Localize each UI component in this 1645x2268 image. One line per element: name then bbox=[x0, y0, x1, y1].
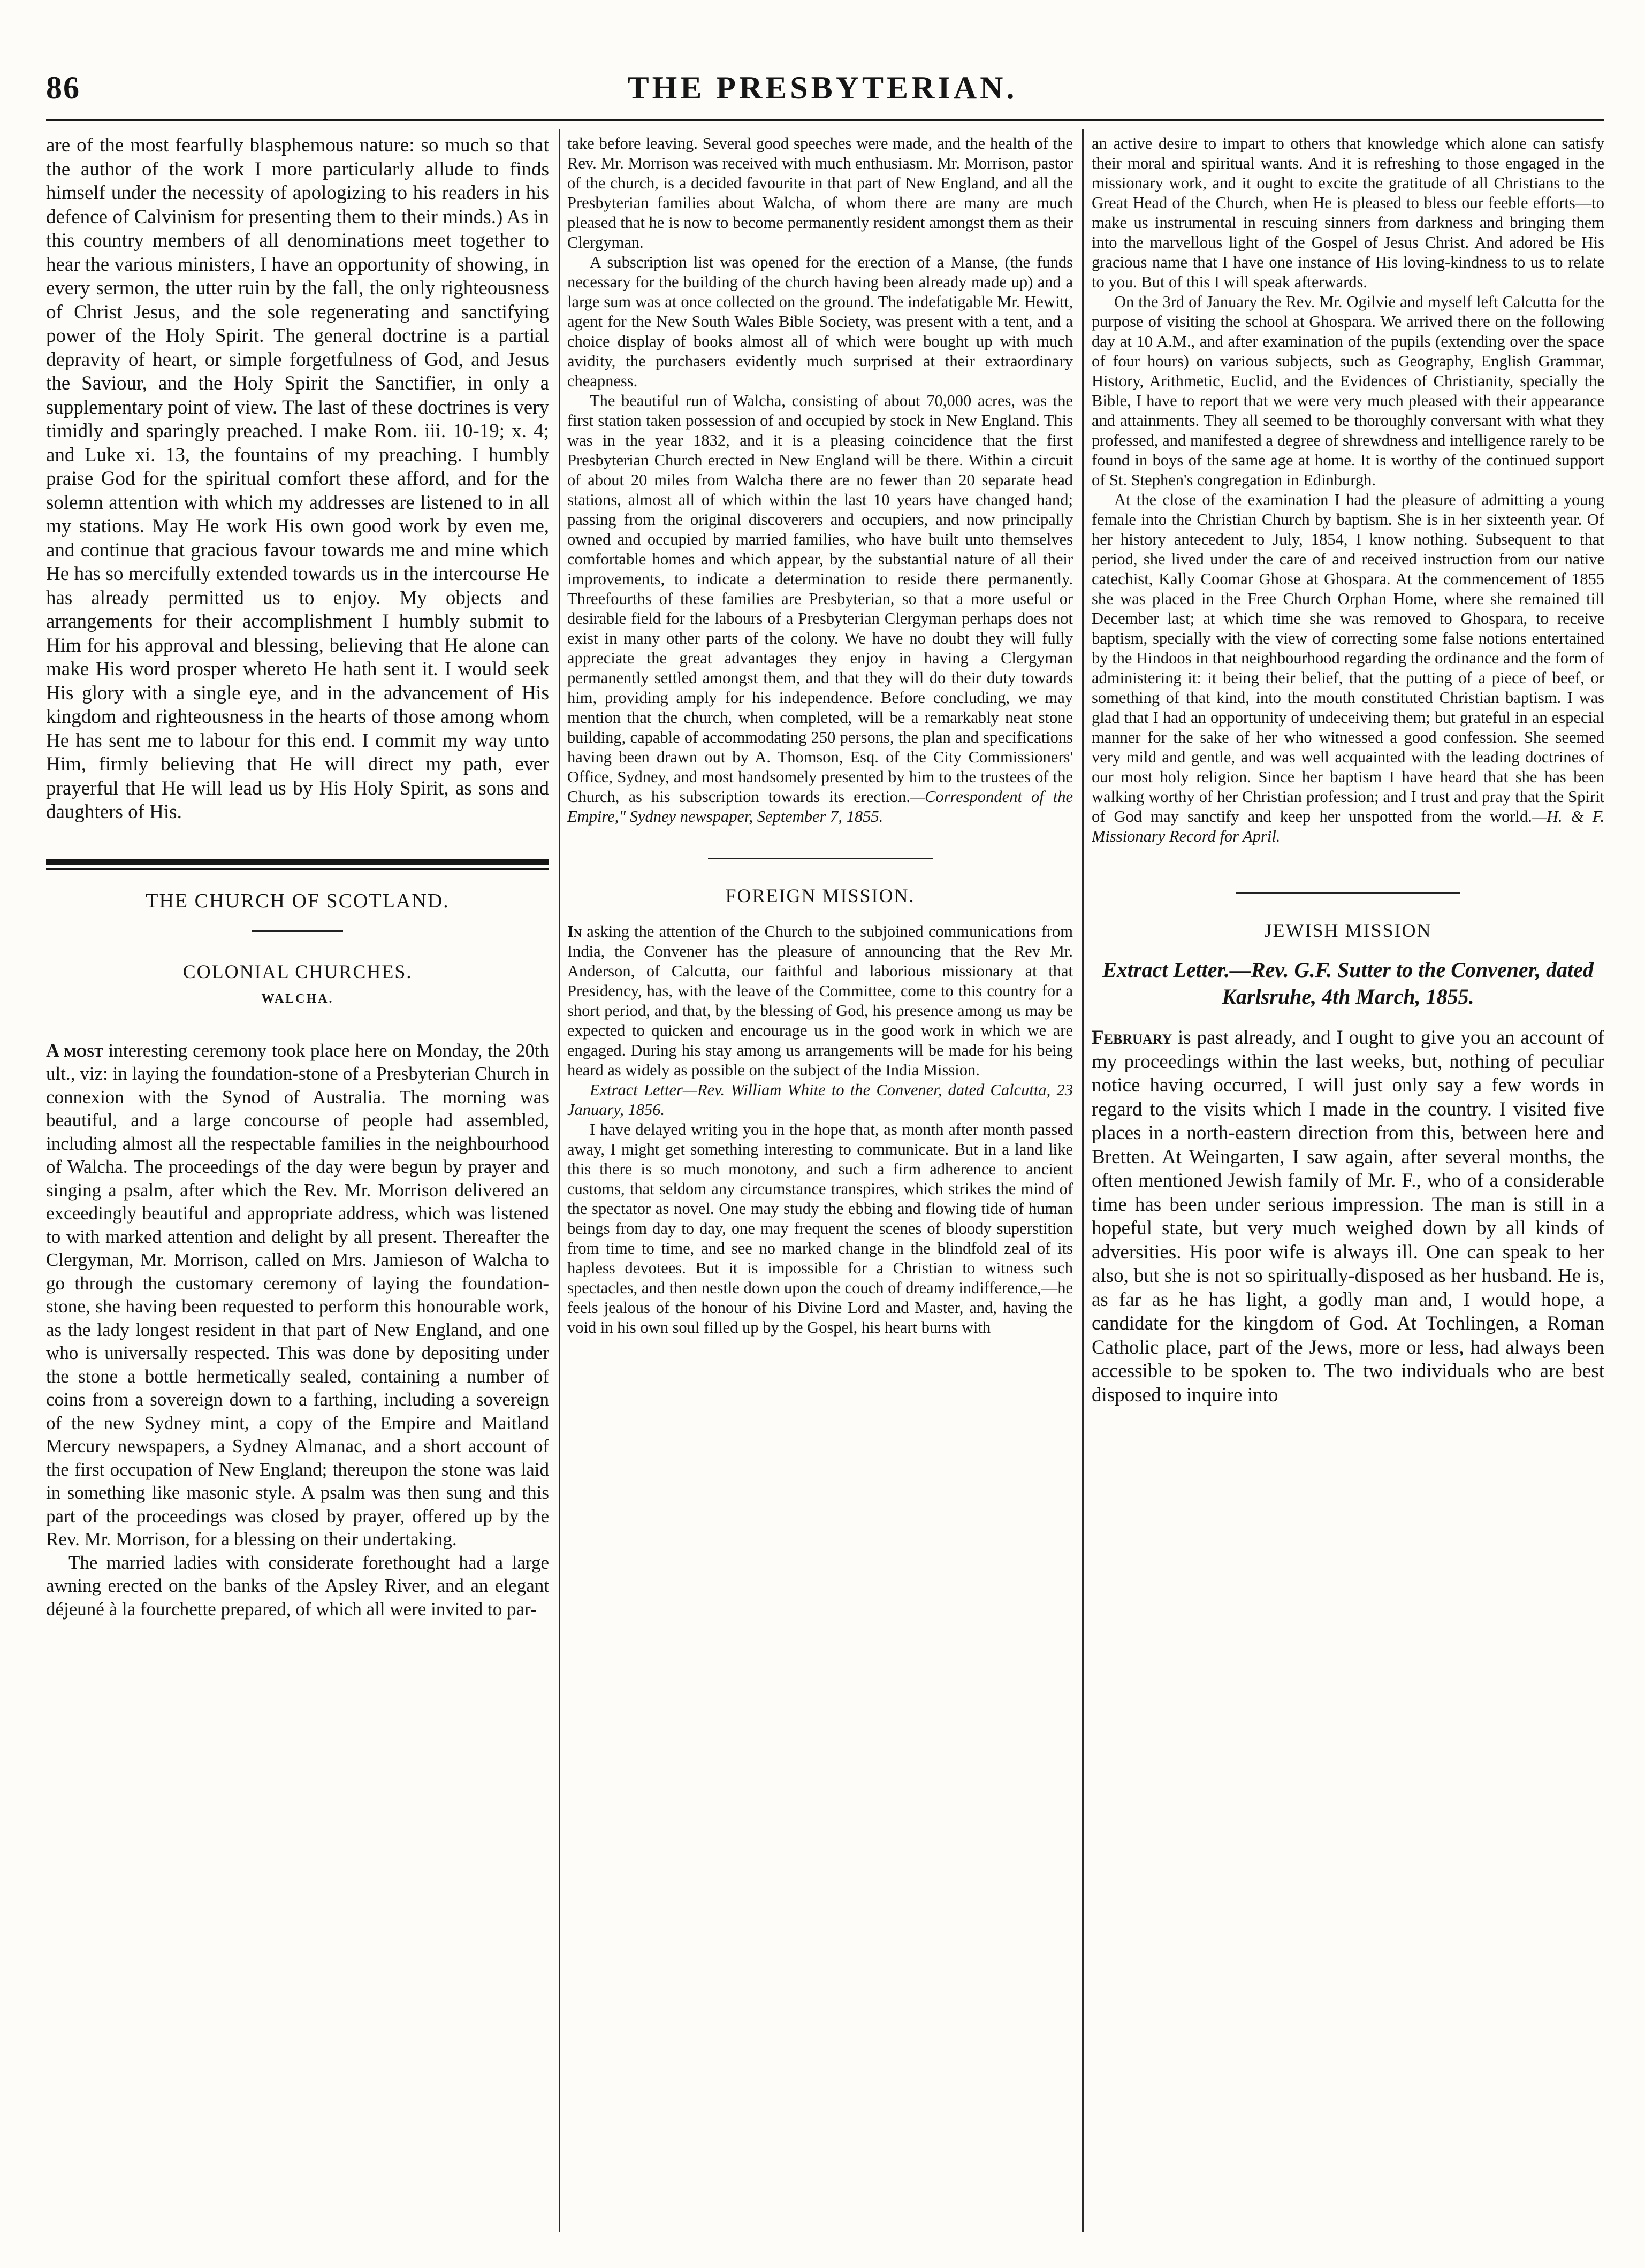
drop-word: February bbox=[1092, 1027, 1172, 1049]
section-heading: JEWISH MISSION bbox=[1264, 920, 1432, 941]
place-heading: WALCHA. bbox=[261, 991, 334, 1006]
article-paragraph: take before leaving. Several good speeches were made, and the health of the Rev. Mr. Morrison was received with much enthusiasm. Mr. Morrison, pastor of the church, is a decided favourite in that part of New England, and all the Presbyterian families about Walcha, of whom there are many are much pleased that he is now to become permanently resident amongst them as their Clergyman. bbox=[567, 134, 1073, 251]
section-divider bbox=[46, 859, 549, 865]
article-paragraph: In asking the attention of the Church to the subjoined communications from India, the Convener has the pleasure of announcing that the Rev Mr. Anderson, of Calcutta, our faithful and laborious missionary at that Presidency, has, with the leave of the Committee, come to this country for a short period, and that, by the blessing of God, his presence among us may be expected to quicken and encourage us in the good work in which we are engaged. During his stay among us arrangements will be made for his being heard as widely as possible on the subject of the India Mission. bbox=[567, 922, 1073, 1079]
column-divider bbox=[1082, 129, 1084, 2232]
subsection-heading: COLONIAL CHURCHES. bbox=[182, 960, 413, 982]
article-paragraph: February is past already, and I ought to give you an account of my proceedings within the last weeks, but, nothing of peculiar notice having occurred, I will just only say a few words in regard to the visits which I made in the country. I visited five places in a north-eastern direction from this, between here and Bretten. At Weingarten, I saw again, after several months, the often mentioned Jewish family of Mr. F., who of a considerable time has been under serious impression. The man is still in a hopeful state, but very much weighed down by all kinds of adversities. His poor wife is always ill. One can speak to her also, but she is not so spiritually-disposed as her husband. He is, as far as he has light, a godly man and, I would hope, a candidate for the kingdom of God. At Tochlingen, a Roman Catholic place, part of the Jews, more or less, had always been accessible to be spoken to. The two individuals who are best disposed to inquire into bbox=[1092, 1027, 1604, 1406]
article-paragraph: The beautiful run of Walcha, consisting of about 70,000 acres, was the first station taken possession of and occupied by stock in New England. This was in the year 1832, and it is a pleasing coincidence that the first Presbyterian Church erected in New England will be there. Within a circuit of about 20 miles from Walcha there are no fewer than 20 separate head stations, almost all of which within the last 10 years have changed hand; passing from the original discoverers and occupiers, and now principally owned and occupied by married families, who have built unto themselves comfortable homes and which appear, by the substantial nature of all their improvements, to indicate a determination to reside there permanently. Threefourths of these families are Presbyterian, so that a more useful or desirable field for the labours of a Presbyterian Clergyman perhaps does not exist in many other parts of the colony. We have no doubt they will fully appreciate the great advantages they enjoy in having a Clergyman permanently settled amongst them, and that they will do their duty towards him, providing amply for his independence. Before concluding, we may mention that the church, when completed, will be a remarkably neat stone building, capable of accommodating 250 persons, the plan and specifications having been drawn out by A. Thomson, Esq. of the City Commissioners' Office, Sydney, and most handsomely presented by him to the trustees of the Church, as his subscription towards its erection.—Correspondent of the Empire," Sydney newspaper, September 7, 1855. bbox=[567, 392, 1073, 826]
article-paragraph: On the 3rd of January the Rev. Mr. Ogilvie and myself left Calcutta for the purpose of visiting the school at Ghospara. We arrived there on the following day at 10 A.M., and after examination of the pupils (extending over the space of four hours) on various subjects, such as Geography, English Grammar, History, Arithmetic, Euclid, and the Evidences of Christianity, specially the Bible, I have to report that we were very much pleased with their appearance and attainments. They all seemed to be thoroughly conversant with what they professed, and manifested a degree of shrewdness and intelligence rarely to be found in boys of the same age at home. It is worthy of the continued support of St. Stephen's congregation in Edinburgh. bbox=[1092, 293, 1604, 489]
column-1 bbox=[46, 134, 549, 2234]
attribution: —Correspondent of the Empire," Sydney newspaper, September 7, 1855. bbox=[567, 788, 1073, 826]
drop-word: In bbox=[567, 922, 582, 941]
column-divider bbox=[559, 129, 560, 2232]
article-paragraph: I have delayed writing you in the hope that, as month after month passed away, I might get something interesting to communicate. But in a land like this there is so much monotony, and such a firm adherence to ancient customs, that seldom any circumstance transpires, which strikes the mind of the spectator as novel. One may study the ebbing and flowing tide of human beings from day to day, one may frequent the scenes of bloody superstition from time to time, and see no marked change in the blindfold zeal of its hapless devotees. But it is impossible for a Christian to witness such spectacles, and then nestle down upon the couch of dreamy indifference,—he feels jealous of the honour of his Divine Lord and Master, and, having the void in his own soul filled up by the Gospel, his heart burns with bbox=[567, 1120, 1073, 1337]
article-paragraph: A most interesting ceremony took place here on Monday, the 20th ult., viz: in laying the foundation-stone of a Presbyterian Church in connexion with the Synod of Australia. The morning was beautiful, and a large concourse of people had assembled, including almost all the respectable families in the neighbourhood of Walcha. The proceedings of the day were begun by prayer and singing a psalm, after which the Rev. Mr. Morrison delivered an exceedingly beautiful and appropriate address, which was listened to with marked attention and delight by all present. Thereafter the Clergyman, Mr. Morrison, called on Mrs. Jamieson of Walcha to go through the customary ceremony of laying the foundation-stone, she having been requested to perform this honourable work, as the lady longest resident in that part of New England, and one who is universally respected. This was done by depositing under the stone a bottle hermetically sealed, containing a number of coins from a sovereign down to a farthing, including a sovereign of the new Sydney mint, a copy of the Empire and Maitland Mercury newspapers, a Sydney Almanac, and a short account of the first occupation of New England; thereupon the stone was laid in something like masonic style. A psalm was then sung and this part of the proceedings was closed by prayer, offered up by the Rev. Mr. Morrison, for a blessing on their undertaking. bbox=[46, 1040, 549, 1549]
article-paragraph: At the close of the examination I had the pleasure of admitting a young female into the Christian Church by baptism. She is in her sixteenth year. Of her history antecedent to July, 1854, I know nothing. Subsequent to that period, she lived under the care of and received instruction from our native catechist, Kally Coomar Ghose at Ghospara. At the commencement of 1855 she was placed in the Free Church Orphan Home, where she remained till December last; at which time she was removed to Ghospara, to receive baptism, specially with the view of correcting some false notions entertained by the Hindoos in that neighbourhood regarding the ordinance and the form of administering it: it being their belief, that the putting of a piece of beef, or something of that kind, into the mouth constituted Christian baptism. I was glad that I had an opportunity of undeceiving them; but grateful in an especial manner for the sake of her who witnessed a good confession. She seemed very mild and gentle, and was well acquainted with the leading doctrines of our most holy religion. Since her baptism I have heard that she has been walking worthy of her Christian profession; and I trust and pray that the Spirit of God may sanctify and keep her unspotted from the world.—H. & F. Missionary Record for April. bbox=[1092, 491, 1604, 845]
running-title: THE PRESBYTERIAN. bbox=[627, 70, 1018, 105]
column-3 bbox=[1092, 134, 1604, 2234]
article-paragraph: are of the most fearfully blasphemous nature: so much so that the author of the work I more particularly allude to finds himself under the necessity of apologizing to his readers in his defence of Calvinism for presenting them to their minds.) As in this country members of all denominations meet together to hear the various ministers, I have an opportunity of showing, in every sermon, the utter ruin by the fall, the only righteousness of Christ Jesus, and the sole regenerating and sanctifying power of the Holy Spirit. The general doctrine is a partial depravity of heart, or simple forgetfulness of God, and Jesus the Saviour, and the Holy Spirit the Sanctifier, in only a supplementary point of view. The last of these doctrines is very timidly and sparingly preached. I make Rom. iii. 10-19; x. 4; and Luke xi. 13, the fountains of my preaching. I humbly praise God for the spiritual comfort these afford, and for the solemn attention with which my addresses are listened to in all my stations. May He work His own good work by even me, and continue that gracious favour towards me and mine which He has so mercifully extended towards us in the intercourse He has already permitted us to enjoy. My objects and arrangements for their accomplishment I humbly submit to Him for his approval and blessing, believing that He alone can make His word prosper whereto He hath sent it. I would seek His glory with a single eye, and in the advancement of His kingdom and righteousness in the hearts of those among whom He has sent me to labour for this end. I commit my way unto Him, firmly believing that He will direct my path, ever prayerful that He will lead us by His Holy Spirit, as sons and daughters of His. bbox=[46, 134, 549, 823]
article-paragraph: an active desire to impart to others that knowledge which alone can satisfy their moral and spiritual wants. And it is refreshing to those engaged in the missionary work, and it ought to excite the gratitude of all Christians to the Great Head of the Church, when He is pleased to bless our feeble efforts—to make us instrumental in rescuing sinners from darkness and bringing them into the marvellous light of the Gospel of Jesus Christ. And adored be His gracious name that I have one instance of His loving-kindness to us to relate to you. But of this I will speak afterwards. bbox=[1092, 134, 1604, 291]
page-number: 86 bbox=[46, 70, 80, 105]
section-heading: FOREIGN MISSION. bbox=[725, 885, 915, 906]
attribution: —H. & F. Missionary Record for April. bbox=[1092, 807, 1604, 845]
extract-heading: Extract Letter.—Rev. G.F. Sutter to the Convener, dated Karlsruhe, 4th March, 1855. bbox=[1102, 958, 1594, 1009]
section-heading: THE CHURCH OF SCOTLAND. bbox=[146, 889, 450, 912]
drop-word: A most bbox=[46, 1040, 103, 1061]
article-paragraph: The married ladies with considerate forethought had a large awning erected on the banks of the Apsley River, and an elegant déjeuné à la fourchette prepared, of which all were invited to par- bbox=[46, 1552, 549, 1620]
article-paragraph: A subscription list was opened for the erection of a Manse, (the funds necessary for the building of the church having been already made up) and a large sum was at once collected on the ground. The indefatigable Mr. Hewitt, agent for the New South Wales Bible Society, was present with a tent, and a choice display of books almost all of which were bought up with much avidity, the purchasers evidently much surprised at their extraordinary cheapness. bbox=[567, 253, 1073, 390]
extract-heading: Extract Letter—Rev. William White to the Convener, dated Calcutta, 23 January, 1856. bbox=[567, 1081, 1073, 1119]
header-rule bbox=[46, 119, 1604, 121]
column-2 bbox=[567, 134, 1073, 2234]
